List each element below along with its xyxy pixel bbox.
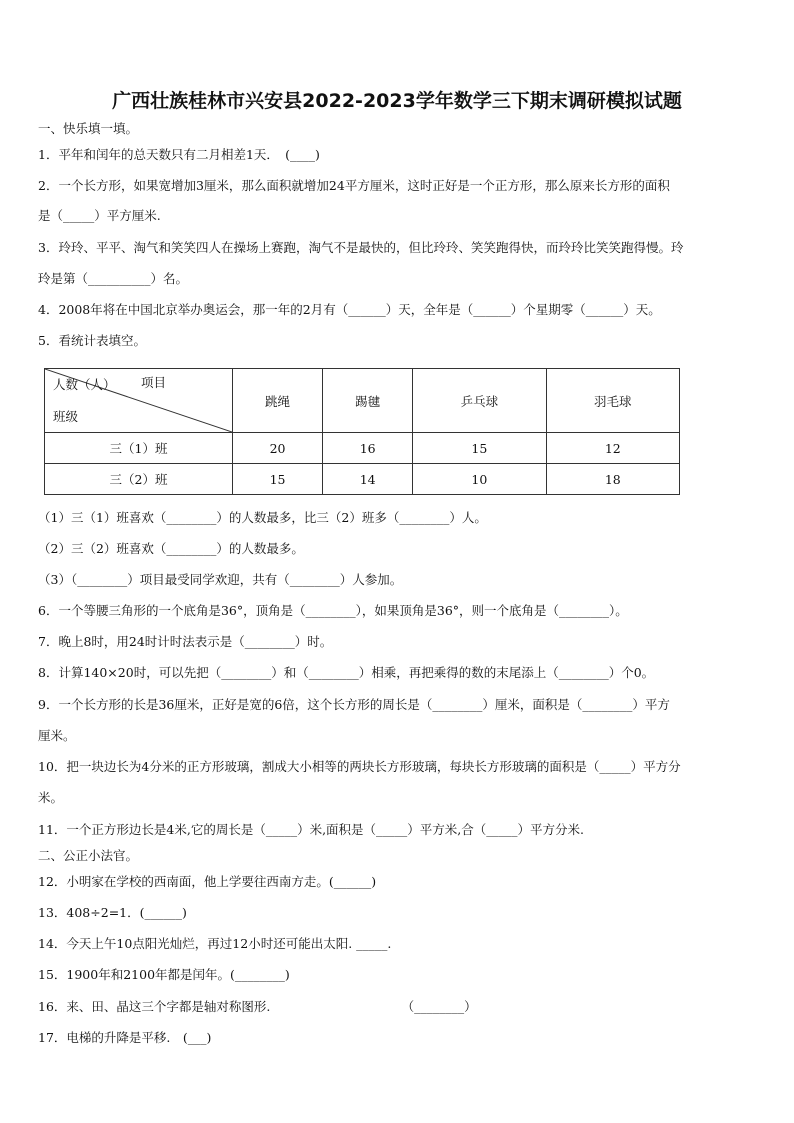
table-cell: 12 [546,433,679,464]
question-6: 6．一个等腰三角形的一个底角是36°，顶角是（________），如果顶角是36°，则一个底角是（________）。 [38,603,628,618]
question-9-line-1: 9．一个长方形的长是36厘米，正好是宽的6倍，这个长方形的周长是（________）厘米，面积是（________）平方 [38,697,670,712]
question-13: 13．408÷2=1．(______) [38,905,187,920]
question-7: 7．晚上8时，用24时计时法表示是（________）时。 [38,634,333,649]
question-17: 17．电梯的升降是平移. (___) [38,1030,212,1045]
question-3-line-2: 玲是第（__________）名。 [38,271,189,286]
column-header: 踢毽 [323,369,413,433]
table-cell: 15 [413,433,546,464]
page-title: 广西壮族桂林市兴安县2022-2023学年数学三下期末调研模拟试题 [112,90,682,112]
question-5: 5．看统计表填空。 [38,333,146,348]
header-people: 人数（人） [53,377,116,392]
table-cell: 16 [323,433,413,464]
question-8: 8．计算140×20时，可以先把（________）和（________）相乘，再把乘得的数的末尾添上（________）个0。 [38,665,655,680]
table-cell: 14 [323,464,413,495]
table-row [45,433,680,464]
section-heading-2: 二、公正小法官。 [38,848,139,863]
table-cell: 15 [233,464,323,495]
question-5-part-1: （1）三（1）班喜欢（________）的人数最多，比三（2）班多（________）人。 [38,510,487,525]
question-3-line-1: 3．玲玲、平平、淘气和笑笑四人在操场上赛跑，淘气不是最快的，但比玲玲、笑笑跑得快，而玲玲比笑笑跑得慢。玲 [38,240,684,255]
question-5-part-3: （3）（________）项目最受同学欢迎，共有（________）人参加。 [38,572,403,587]
question-1: 1．平年和闰年的总天数只有二月相差1天． (____) [38,147,320,162]
question-2-line-2: 是（_____）平方厘米. [38,208,161,223]
question-2-line-1: 2．一个长方形，如果宽增加3厘米，那么面积就增加24平方厘米，这时正好是一个正方形，那么原来长方形的面积 [38,178,670,193]
question-5-part-2: （2）三（2）班喜欢（________）的人数最多。 [38,541,304,556]
column-header: 乒乓球 [413,369,546,433]
header-class: 班级 [53,409,79,424]
column-header: 羽毛球 [546,369,679,433]
header-item: 项目 [141,375,167,390]
table-cell: 18 [546,464,679,495]
question-9-line-2: 厘米。 [38,728,76,743]
statistics-table [44,368,680,495]
question-10-line-1: 10．把一块边长为4分米的正方形玻璃，割成大小相等的两块长方形玻璃，每块长方形玻璃的面积是（_____）平方分 [38,759,681,774]
question-14: 14．今天上午10点阳光灿烂，再过12小时还可能出太阳. _____. [38,936,392,951]
table-row [45,464,680,495]
question-10-line-2: 米。 [38,790,64,805]
question-15: 15．1900年和2100年都是闰年。(________) [38,967,290,982]
table-cell: 10 [413,464,546,495]
table-cell: 20 [233,433,323,464]
row-label: 三（2）班 [45,464,233,495]
question-16: 16．来、田、晶这三个字都是轴对称图形. （________） [38,999,477,1014]
question-4: 4．2008年将在中国北京举办奥运会，那一年的2月有（______）天，全年是（______）个星期零（______）天。 [38,302,661,317]
row-label: 三（1）班 [45,433,233,464]
table-diagonal-header [45,369,233,433]
column-header: 跳绳 [233,369,323,433]
section-heading-1: 一、快乐填一填。 [38,121,139,136]
question-11: 11．一个正方形边长是4米,它的周长是（_____）米,面积是（_____）平方米,合（_____）平方分米. [38,822,585,837]
question-12: 12．小明家在学校的西南面，他上学要往西南方走。(______) [38,874,377,889]
